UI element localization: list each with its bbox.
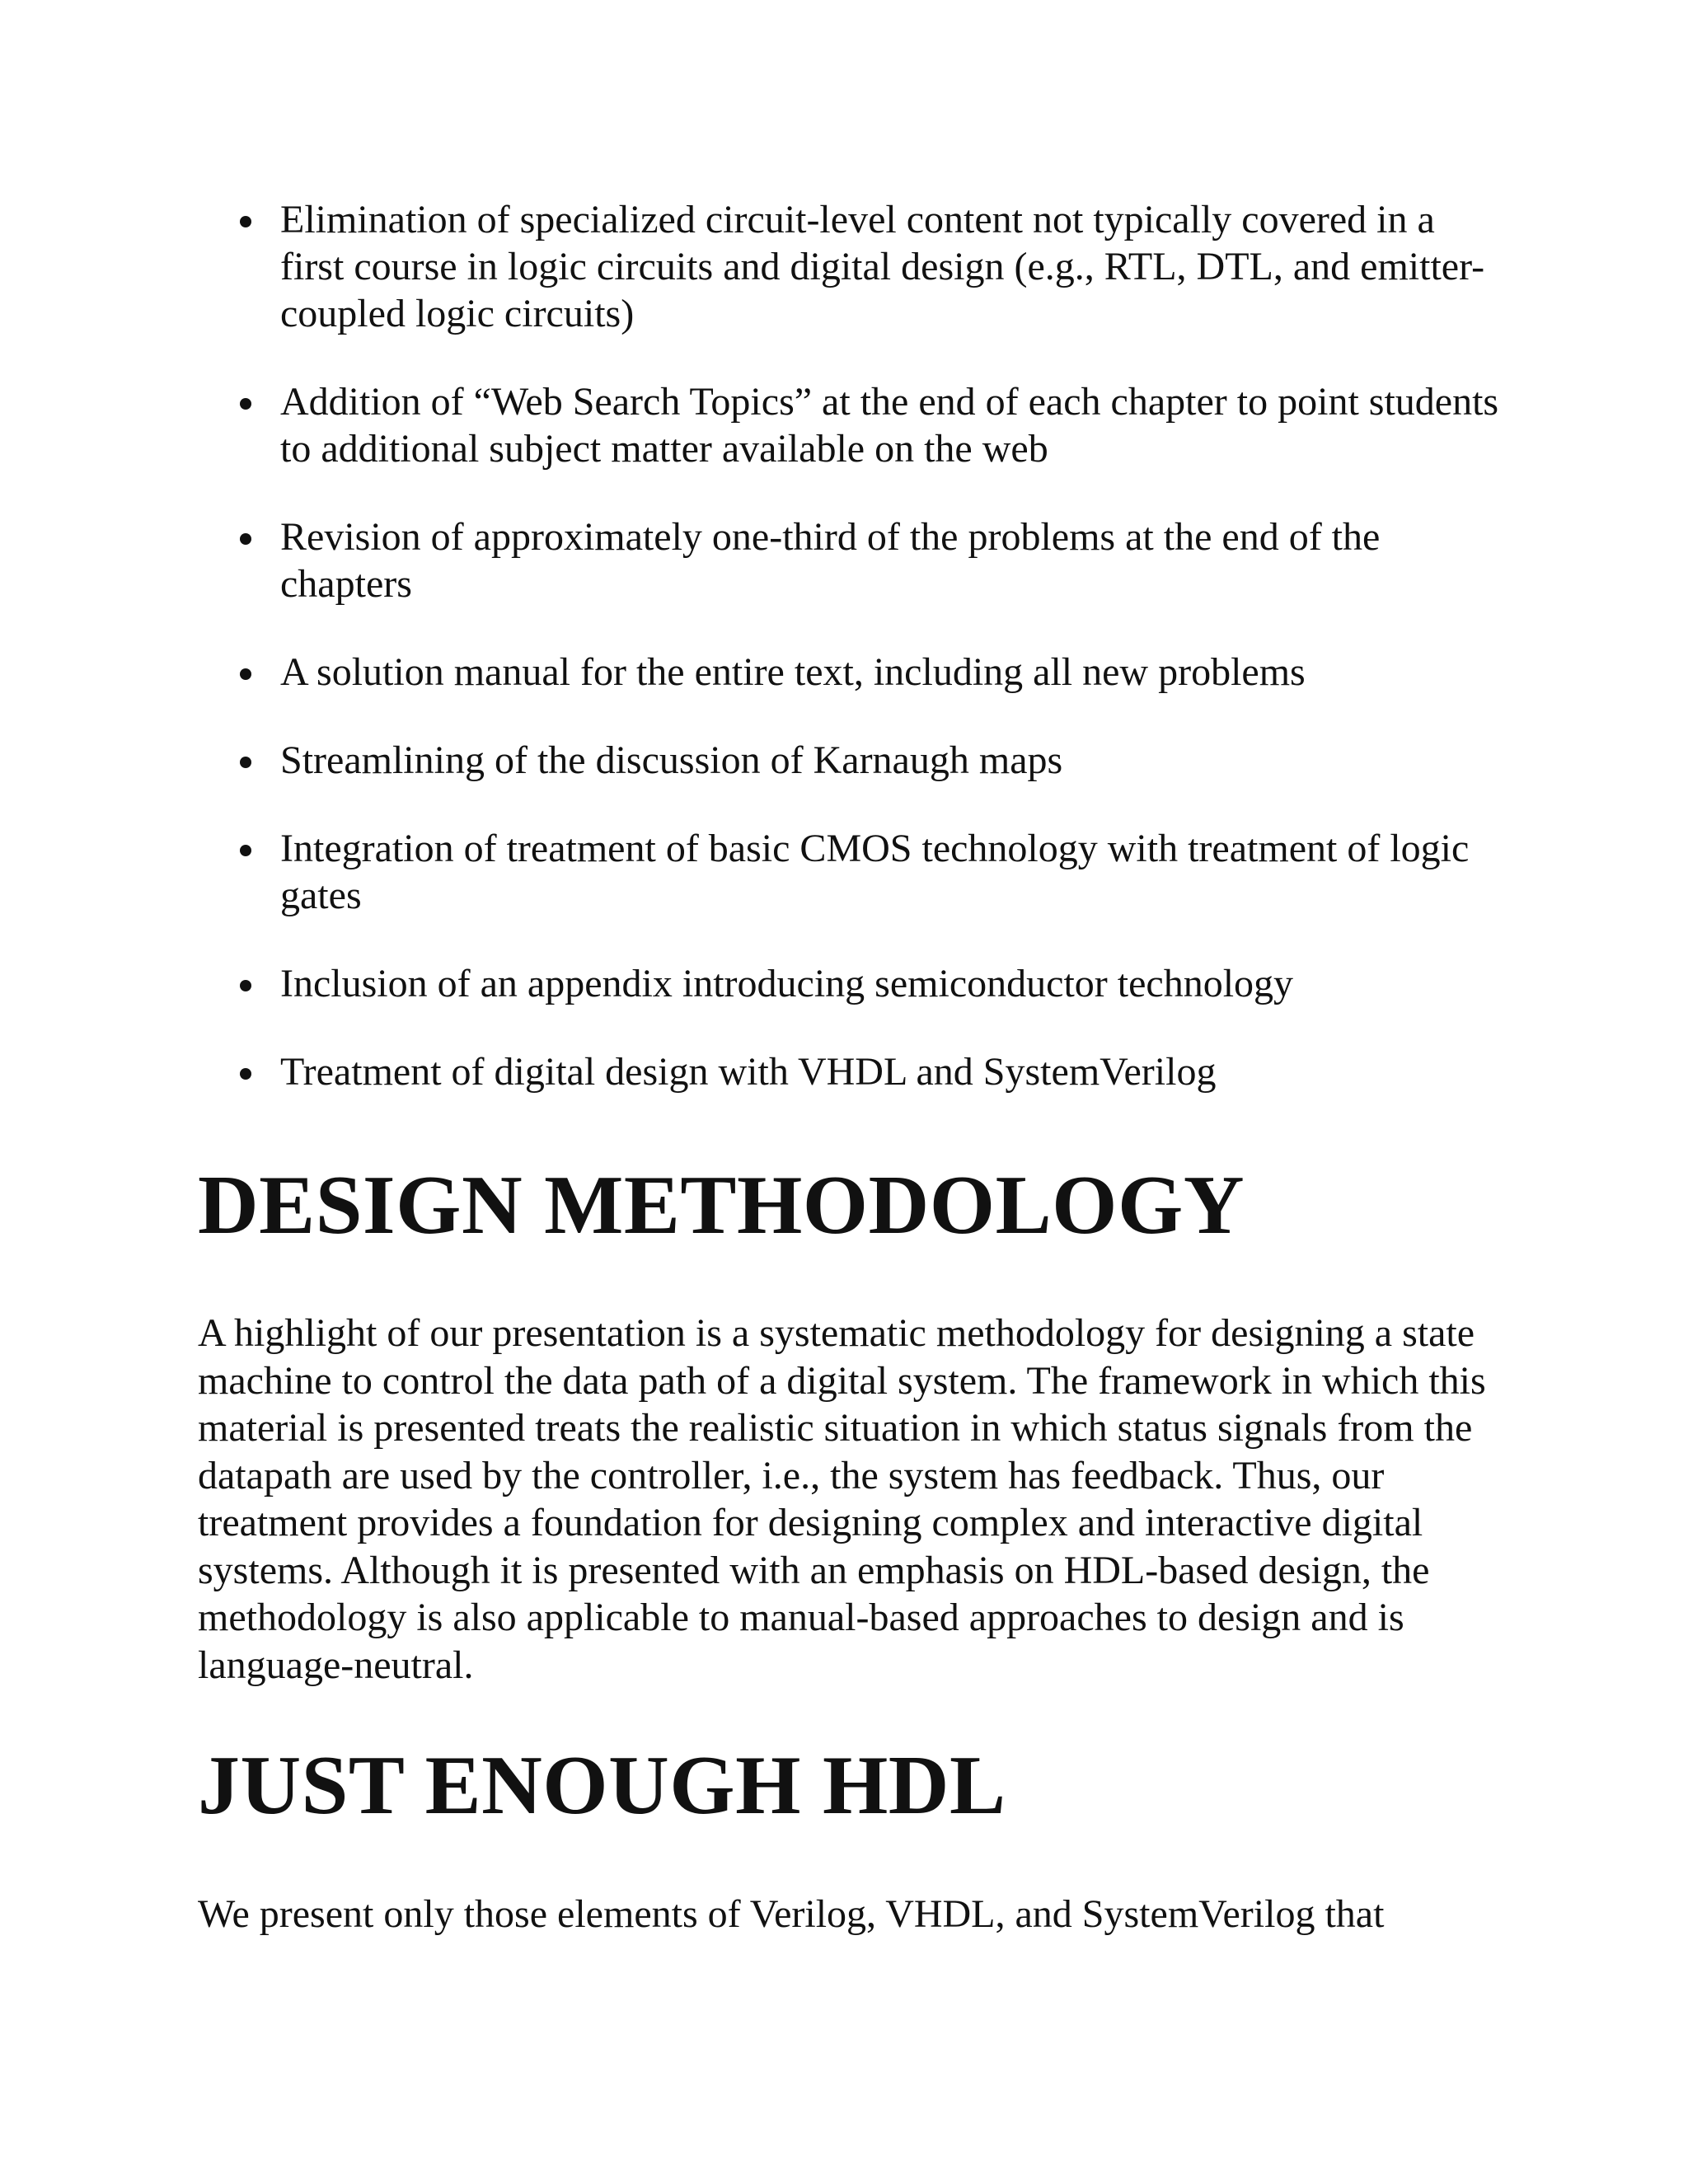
list-item-text: Integration of treatment of basic CMOS technology with treatment of logic gates bbox=[280, 827, 1470, 917]
bullet-icon bbox=[240, 980, 251, 991]
feature-bullet-list bbox=[198, 196, 1500, 1137]
list-item-text: Addition of “Web Search Topics” at the end of each chapter to point students to additional subject matter available on the web bbox=[280, 380, 1499, 471]
section-heading-just-enough-hdl: JUST ENOUGH HDL bbox=[198, 1739, 1006, 1832]
list-item bbox=[198, 513, 1500, 607]
list-item-text: Revision of approximately one-third of the problems at the end of the chapters bbox=[280, 515, 1381, 606]
list-item bbox=[198, 196, 1500, 337]
list-item bbox=[198, 737, 1500, 784]
bullet-icon bbox=[240, 533, 251, 545]
bullet-icon bbox=[240, 757, 251, 768]
section-heading-design-methodology: DESIGN METHODOLOGY bbox=[198, 1159, 1245, 1252]
list-item bbox=[198, 825, 1500, 919]
bullet-icon bbox=[240, 1068, 251, 1080]
section-paragraph-design-methodology: A highlight of our presentation is a systematic methodology for designing a state machine to control the data path of a digital system. The framework in which this material is presented treats the realistic situation in which status signals from the datapath are used by the controller, i.e., the system has feedback. Thus, our treatment provides a foundation for designing complex and interactive digital systems. Although it is presented with an emphasis on HDL-based design, the methodology is also applicable to manual-based approaches to design and is language-neutral. bbox=[198, 1311, 1486, 1687]
list-item bbox=[198, 1048, 1500, 1095]
list-item bbox=[198, 960, 1500, 1007]
section-paragraph-just-enough-hdl: We present only those elements of Verilog, VHDL, and SystemVerilog that bbox=[198, 1892, 1385, 1936]
list-item-text: Treatment of digital design with VHDL and SystemVerilog bbox=[280, 1050, 1217, 1094]
bullet-icon bbox=[240, 216, 251, 227]
list-item-text: Inclusion of an appendix introducing semiconductor technology bbox=[280, 962, 1294, 1005]
list-item-text: Elimination of specialized circuit-level content not typically covered in a first course in logic circuits and digital design (e.g., RTL, DTL, and emitter-coupled logic circuits) bbox=[280, 198, 1485, 335]
list-item bbox=[198, 378, 1500, 472]
list-item bbox=[198, 649, 1500, 696]
list-item-text: Streamlining of the discussion of Karnaugh maps bbox=[280, 738, 1063, 782]
bullet-icon bbox=[240, 845, 251, 856]
bullet-icon bbox=[240, 668, 251, 680]
bullet-icon bbox=[240, 398, 251, 410]
list-item-text: A solution manual for the entire text, including all new problems bbox=[280, 650, 1306, 694]
